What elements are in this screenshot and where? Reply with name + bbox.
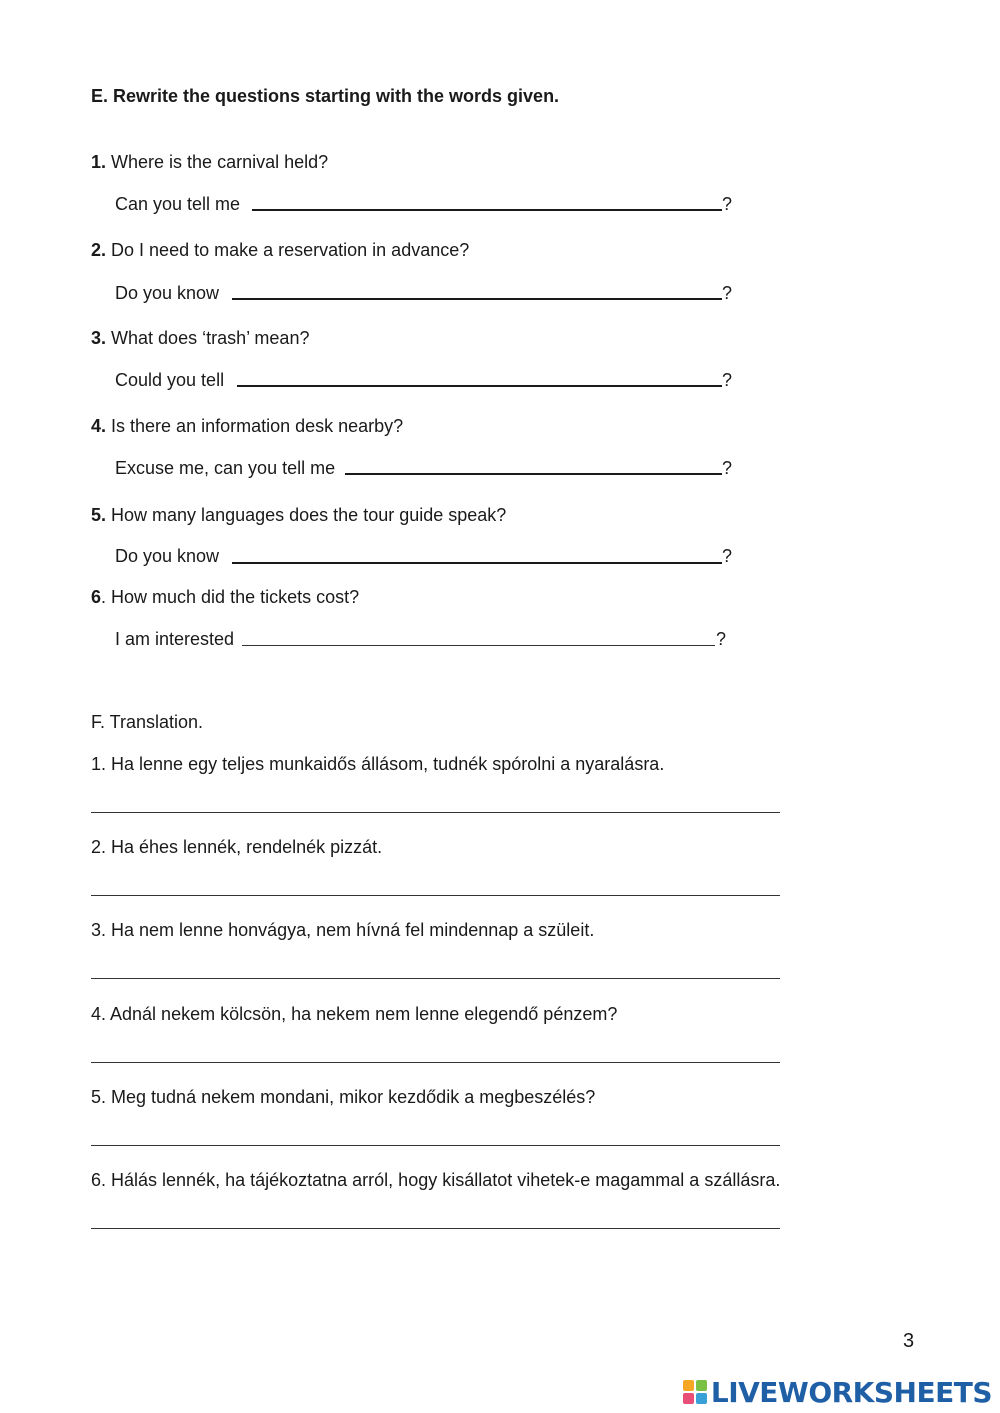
question-text: What does ‘trash’ mean? [111, 328, 310, 348]
exercise-e5-question [91, 504, 506, 526]
exercise-e4-prompt: Excuse me, can you tell me [115, 458, 336, 478]
translation-answer-line-4[interactable] [91, 1062, 780, 1063]
page-number: 3 [903, 1330, 915, 1352]
item-number: 4. [91, 416, 107, 436]
answer-blank-e6[interactable] [242, 645, 715, 646]
translation-answer-line-5[interactable] [91, 1145, 780, 1146]
item-number: 1. [91, 152, 107, 172]
item-number: 2. [91, 240, 107, 260]
logo-square-1 [683, 1380, 694, 1391]
question-mark: ? [716, 629, 727, 649]
exercise-e1-prompt: Can you tell me [115, 194, 241, 214]
question-text: How many languages does the tour guide speak? [111, 505, 507, 525]
section-f-heading: F. Translation. [91, 712, 204, 732]
logo-square-2 [696, 1380, 707, 1391]
translation-answer-line-3[interactable] [91, 978, 780, 979]
translation-answer-line-2[interactable] [91, 895, 780, 896]
translation-item-6: 6. Hálás lennék, ha tájékoztatna arról, hogy kisállatot vihetek-e magammal a szállásra. [91, 1170, 781, 1190]
liveworksheets-logo[interactable] [683, 1377, 992, 1407]
question-text: Is there an information desk nearby? [111, 416, 404, 436]
exercise-e1-question [91, 151, 328, 173]
item-number: 5. [91, 505, 107, 525]
question-mark: ? [722, 283, 733, 303]
translation-answer-line-1[interactable] [91, 812, 780, 813]
exercise-e6-question [91, 586, 359, 608]
exercise-e3-prompt: Could you tell [115, 370, 225, 390]
logo-square-3 [683, 1393, 694, 1404]
exercise-e3-question [91, 327, 309, 349]
answer-blank-e3[interactable] [237, 385, 722, 387]
question-text: Where is the carnival held? [111, 152, 329, 172]
question-text: Do I need to make a reservation in advance? [111, 240, 470, 260]
item-number: 3. [91, 328, 107, 348]
answer-blank-e1[interactable] [252, 209, 722, 211]
exercise-e4-question [91, 415, 403, 437]
translation-item-1: 1. Ha lenne egy teljes munkaidős állásom, tudnék spórolni a nyaralásra. [91, 754, 665, 774]
question-mark: ? [722, 546, 733, 566]
answer-blank-e2[interactable] [232, 298, 722, 300]
translation-item-3: 3. Ha nem lenne honvágya, nem hívná fel mindennap a szüleit. [91, 920, 595, 940]
liveworksheets-logo-icon [683, 1380, 707, 1404]
exercise-e2-prompt: Do you know [115, 283, 220, 303]
answer-blank-e5[interactable] [232, 562, 722, 564]
translation-item-4: 4. Adnál nekem kölcsön, ha nekem nem lenne elegendő pénzem? [91, 1004, 618, 1024]
exercise-e6-prompt: I am interested [115, 629, 235, 649]
exercise-e2-question [91, 239, 469, 261]
question-text: . How much did the tickets cost? [101, 587, 360, 607]
logo-text: LIVEWORKSHEETS [710, 1375, 992, 1409]
answer-blank-e4[interactable] [345, 473, 722, 475]
logo-square-4 [696, 1393, 707, 1404]
section-e-heading: E. Rewrite the questions starting with the words given. [91, 86, 560, 106]
question-mark: ? [722, 458, 733, 478]
translation-answer-line-6[interactable] [91, 1228, 780, 1229]
translation-item-2: 2. Ha éhes lennék, rendelnék pizzát. [91, 837, 383, 857]
translation-item-5: 5. Meg tudná nekem mondani, mikor kezdődik a megbeszélés? [91, 1087, 596, 1107]
question-mark: ? [722, 370, 733, 390]
question-mark: ? [722, 194, 733, 214]
item-number: 6 [91, 587, 102, 607]
exercise-e5-prompt: Do you know [115, 546, 220, 566]
